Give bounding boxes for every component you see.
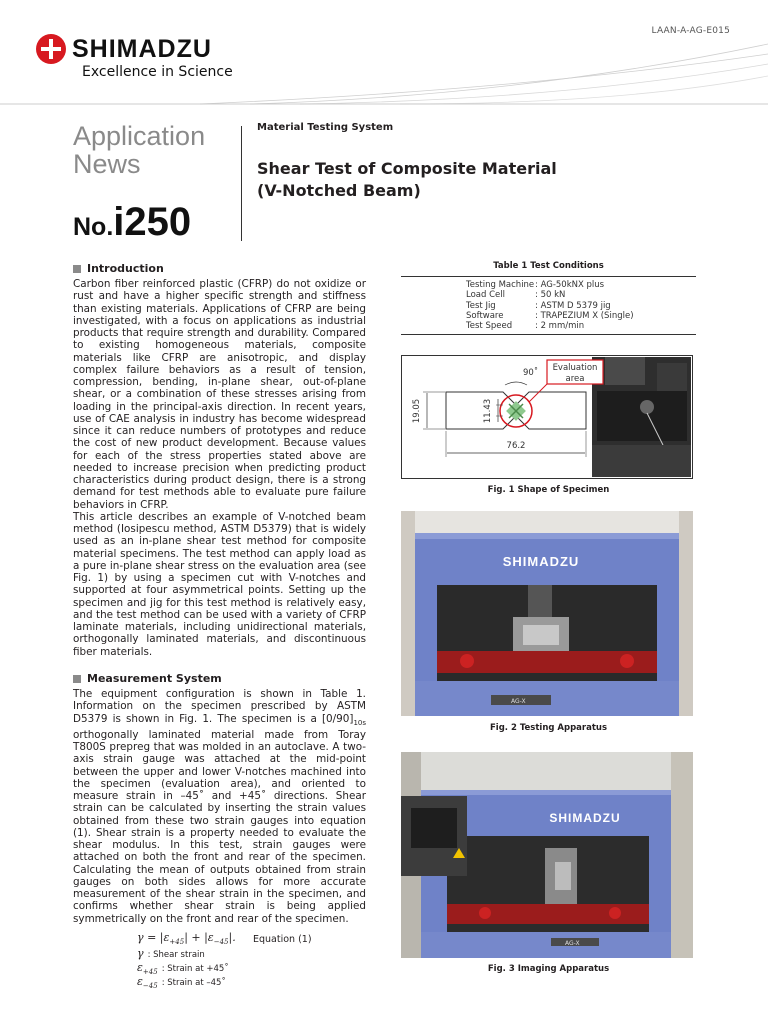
section-square-icon (73, 265, 81, 273)
svg-text:area: area (565, 374, 585, 384)
table-cell-value: : ASTM D 5379 jig (535, 300, 611, 311)
shimadzu-logo-mark-icon (36, 34, 66, 64)
brand-name: SHIMADZU (72, 34, 212, 63)
equation-1: $\gamma = |\varepsilon_{+45}| + |\varepsilon_{-45}|$. (137, 931, 236, 947)
svg-text:AG-X: AG-X (565, 940, 580, 947)
svg-text:SHIMADZU: SHIMADZU (549, 811, 621, 825)
table-1-title: Table 1 Test Conditions (493, 261, 604, 271)
table-rule (401, 334, 696, 335)
svg-text:AG-X: AG-X (511, 698, 526, 705)
table-cell-key: Test Jig (466, 300, 496, 311)
svg-text:Evaluation: Evaluation (552, 363, 598, 373)
table-rule (401, 276, 696, 277)
introduction-paragraph-1: Carbon fiber reinforced plastic (CFRP) do not oxidize or rust and have a higher specific strength and stiffness than existing materials. Applications of CFRP are being investigated, with a focus on applications as industrial products that require strength and durability. Compared to existing homogeneous materials, composite materials like CFRP are anisotropic, and display complex failure behaviors as a result of tension, compression, bending, in-plane shear, out-of-plane shear, or a combination of these stresses arising from loading in the principal-axis direction. In recent years, use of CAE analysis in industry has become widespread since it can reduce numbers of prototypes and reduce the cost of new product development. Because values for each of the stress properties stated above are needed to increase precision when predicting product characteristics during product design, there is a strong demand for test methods able to evaluate pure failure behaviors in CFRP. (73, 278, 366, 511)
issue-number-value: i250 (113, 200, 192, 244)
table-row (466, 301, 634, 311)
equation-def-plus45: $\varepsilon_{+45}$ : Strain at +45˚ (137, 961, 229, 977)
table-cell-value: : 2 mm/min (535, 321, 585, 332)
table-row (466, 290, 634, 300)
issue-number (73, 200, 191, 245)
measurement-paragraph: The equipment configuration is shown in Table 1. Information on the specimen prescribed by ASTM D5379 is shown in Fig. 1. The specimen is a $[0/90]_{10s}$ orthogonally laminated material made from Toray T800S prepreg that was molded in an autoclave. A two-axis strain gauge was attached at the mid-point between the upper and lower V-notches machined into the specimen (evaluation area), and oriented to measure strain in –45˚ and +45˚ directions. Shear strain can be calculated by inserting the strain values obtained from these two strain gauges into equation (1). Shear strain is a property needed to evaluate the shear modulus. In this test, strain gauges were attached on both the front and rear of the specimen. Calculating the mean of outputs obtained from strain gauges on both sides allows for more accurate measurement of the shear strain in the specimen, and confirms whether shear strain is being applied symmetrically on the front and rear of the specimen. (73, 688, 366, 925)
measurement-heading (73, 672, 222, 685)
introduction-heading-text: Introduction (87, 262, 164, 275)
table-row (466, 321, 634, 331)
title-divider (241, 126, 242, 241)
series-label: Material Testing System (257, 122, 394, 133)
app-news-line2: News (73, 149, 141, 179)
equation-def-minus45: $\varepsilon_{-45}$ : Strain at –45˚ (137, 975, 226, 991)
table-cell-key: Testing Machine (466, 280, 535, 290)
strain-gauge-icon (506, 401, 526, 421)
svg-text:90˚: 90˚ (523, 368, 539, 378)
table-row (466, 311, 634, 321)
figure-2-testing-apparatus (401, 511, 693, 716)
document-title-line1: Shear Test of Composite Material (257, 159, 557, 178)
table-cell-key: Software (466, 310, 504, 321)
figure-1-caption: Fig. 1 Shape of Specimen (487, 485, 610, 495)
svg-text:76.2: 76.2 (506, 441, 526, 451)
document-code: LAAN-A-AG-E015 (651, 26, 730, 36)
document-title-line2: (V-Notched Beam) (257, 181, 421, 200)
table-cell-key: Test Speed (466, 321, 513, 332)
table-cell-key: Load Cell (466, 290, 505, 301)
shimadzu-logo (36, 34, 212, 64)
app-news-line1: Application (73, 121, 206, 151)
introduction-heading (73, 262, 164, 275)
svg-text:11.43: 11.43 (483, 398, 493, 424)
svg-text:SHIMADZU: SHIMADZU (502, 554, 580, 569)
table-cell-value: : TRAPEZIUM X (Single) (535, 310, 634, 321)
figure-2-caption: Fig. 2 Testing Apparatus (489, 723, 608, 733)
figure-1-specimen-shape (401, 355, 693, 479)
measurement-heading-text: Measurement System (87, 672, 222, 685)
brand-tagline: Excellence in Science (82, 64, 233, 80)
application-news-label (73, 122, 205, 178)
table-cell-value: : AG-50kNX plus (535, 280, 605, 290)
issue-number-prefix: No. (73, 213, 114, 241)
test-conditions-table (466, 280, 634, 331)
introduction-body (73, 278, 366, 658)
figure-3-imaging-apparatus (401, 752, 693, 958)
document-title (257, 158, 577, 202)
table-cell-value: : 50 kN (535, 290, 566, 301)
equation-label: Equation (1) (253, 934, 312, 945)
table-row (466, 280, 634, 290)
introduction-paragraph-2: This article describes an example of V-notched beam method (Iosipescu method, ASTM D5379) that is widely used as an in-plane shear test method for composite material specimens. The test method can apply load as a pure in-plane shear stress on the evaluation area (see Fig. 1) by using a specimen cut with V-notches and supported at four asymmetrical points. Setting up the specimen and jig for this test method is relatively easy, and the test method can be used with a variety of CFRP laminate materials, including unidirectional materials, orthogonally laminated materials, and discontinuous fiber materials. (73, 510, 366, 658)
svg-text:19.05: 19.05 (412, 398, 422, 424)
equation-def-gamma: γ : Shear strain (137, 947, 205, 960)
figure-3-caption: Fig. 3 Imaging Apparatus (487, 964, 610, 974)
section-square-icon (73, 675, 81, 683)
